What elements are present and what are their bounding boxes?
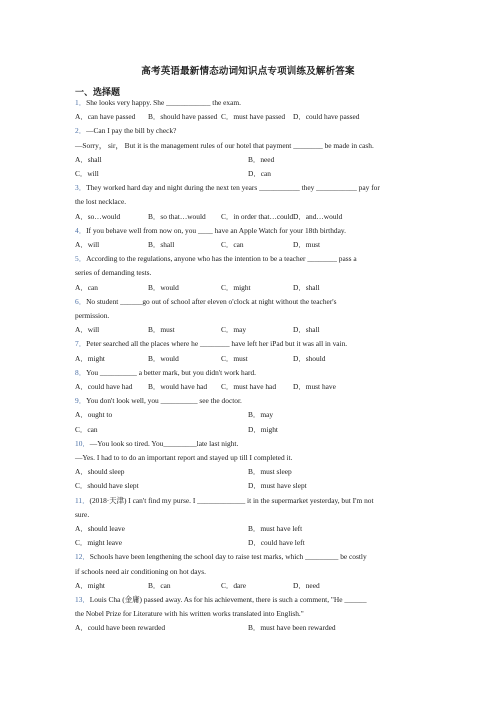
question-10-stem-line	[75, 453, 292, 462]
question-text: the Nobel Prize for Literature with his written works translated into English."	[75, 609, 304, 619]
question-6-option[interactable]: D．shall	[293, 325, 320, 335]
question-number: 7．	[75, 339, 87, 349]
question-7-stem-line	[75, 339, 347, 348]
question-4-option[interactable]: B．shall	[148, 240, 175, 249]
question-7-option[interactable]: C．must	[221, 353, 248, 363]
question-9-option[interactable]: B．may	[248, 410, 274, 420]
question-5-stem-line	[75, 268, 151, 277]
question-4-stem-line	[75, 226, 346, 235]
question-12-option[interactable]: D．need	[293, 580, 320, 590]
question-8-stem-line	[75, 368, 256, 377]
question-11-option[interactable]: D．could have left	[248, 538, 305, 548]
question-text: sure.	[75, 509, 90, 519]
question-5-option[interactable]: B．would	[148, 282, 179, 292]
question-1-stem-line	[75, 98, 241, 107]
question-text: Peter searched all the places where he ________ have left her iPad but it was all in vain.	[86, 339, 348, 349]
question-text: —Can I pay the bill by check?	[86, 126, 177, 136]
question-2-option[interactable]: C．will	[75, 169, 99, 178]
question-4-option[interactable]: A．will	[75, 240, 100, 249]
question-text: —You look so tired. You_________late last night.	[89, 438, 239, 448]
question-number: 12．	[75, 552, 90, 562]
question-3-stem-line	[75, 197, 126, 206]
question-9-option[interactable]: C．can	[75, 424, 98, 434]
question-7-option[interactable]: D．should	[293, 353, 326, 363]
question-number: 2．	[75, 126, 87, 136]
question-text: permission.	[75, 311, 110, 320]
question-text: She looks very happy. She ____________ the exam.	[86, 98, 242, 107]
question-1-option[interactable]: D．could have passed	[293, 112, 360, 122]
question-number: 11．	[75, 495, 90, 505]
question-number: 13．	[75, 595, 90, 604]
question-2-option[interactable]: A．shall	[75, 154, 102, 164]
question-8-option[interactable]: A．could have had	[75, 382, 133, 391]
question-2-stem-line	[75, 141, 374, 150]
question-text: If you behave well from now on, you ____ have an Apple Watch for your 18th birthday.	[86, 225, 346, 235]
question-12-option[interactable]: A．might	[75, 580, 105, 590]
question-13-stem-line	[75, 609, 304, 618]
question-10-option[interactable]: C．should have slept	[75, 481, 139, 491]
question-9-option[interactable]: D．might	[248, 424, 278, 434]
question-3-option[interactable]: D．and…would	[293, 211, 343, 221]
question-6-stem-line	[75, 311, 109, 320]
question-11-stem-line	[75, 510, 89, 519]
question-2-option[interactable]: B．need	[248, 154, 275, 164]
question-3-stem-line	[75, 183, 380, 192]
question-number: 9．	[75, 396, 87, 406]
question-number: 1．	[75, 98, 87, 107]
question-number: 3．	[75, 183, 87, 193]
question-8-option[interactable]: D．must have	[293, 382, 336, 391]
question-text: —Yes. I had to to do an important report and stayed up till I completed it.	[75, 453, 293, 462]
section-heading: 一、选择题	[75, 88, 121, 98]
question-number: 10．	[75, 438, 90, 448]
question-6-option[interactable]: B．must	[148, 325, 175, 335]
question-7-option[interactable]: B．would	[148, 353, 179, 363]
question-8-option[interactable]: B．would have had	[148, 382, 208, 391]
question-text: You __________ a better mark, but you didn't work hard.	[86, 367, 257, 377]
question-5-option[interactable]: A．can	[75, 282, 98, 292]
question-text: Louis Cha (金庸) passed away. As for his achievement, there is such a comment, "He ______	[89, 595, 367, 604]
question-6-stem-line	[75, 297, 336, 306]
question-text: series of demanding tests.	[75, 268, 152, 278]
question-10-option[interactable]: A．should sleep	[75, 467, 125, 477]
question-1-option[interactable]: C．must have passed	[221, 112, 286, 122]
page-title: 高考英语最新情态动词知识点专项训练及解析答案	[141, 66, 355, 77]
question-12-option[interactable]: B．can	[148, 580, 171, 590]
question-2-stem-line	[75, 126, 176, 135]
question-6-option[interactable]: A．will	[75, 325, 100, 335]
question-11-option[interactable]: A．should leave	[75, 524, 125, 533]
question-6-option[interactable]: C．may	[221, 325, 247, 335]
question-3-option[interactable]: A．so…would	[75, 211, 121, 221]
question-1-option[interactable]: A．can have passed	[75, 112, 136, 122]
question-number: 4．	[75, 225, 87, 235]
question-text: No student ______go out of school after eleven o'clock at night without the teacher's	[86, 296, 337, 306]
question-text: (2018·天津) I can't find my purse. I _____________ it in the supermarket yesterday, but I'm not	[89, 495, 374, 505]
question-10-option[interactable]: D．must have slept	[248, 481, 307, 491]
question-10-option[interactable]: B．must sleep	[248, 467, 292, 477]
question-4-option[interactable]: D．must	[293, 240, 321, 249]
question-number: 6．	[75, 296, 87, 306]
question-12-stem-line	[75, 567, 206, 576]
question-text: Schools have been lengthening the school day to raise test marks, which _________ be costly	[89, 552, 367, 562]
question-12-option[interactable]: C．dare	[221, 580, 247, 590]
question-13-stem-line	[75, 595, 367, 604]
question-3-option[interactable]: B．so that…would	[148, 211, 206, 221]
question-7-option[interactable]: A．might	[75, 353, 105, 363]
question-10-stem-line	[75, 439, 238, 448]
question-8-option[interactable]: C．must have had	[221, 382, 277, 391]
question-4-option[interactable]: C．can	[221, 240, 244, 249]
question-5-stem-line	[75, 254, 357, 263]
question-11-stem-line	[75, 496, 374, 505]
question-12-stem-line	[75, 552, 367, 561]
question-13-option[interactable]: B．must have been rewarded	[248, 623, 336, 633]
question-2-option[interactable]: D．can	[248, 169, 271, 178]
question-13-option[interactable]: A．could have been rewarded	[75, 623, 166, 633]
question-number: 5．	[75, 254, 87, 264]
question-5-option[interactable]: C．might	[221, 282, 251, 292]
question-text: the lost necklace.	[75, 197, 127, 207]
question-9-stem-line	[75, 396, 242, 405]
question-9-option[interactable]: A．ought to	[75, 410, 113, 420]
question-text: According to the regulations, anyone who has the intention to be a teacher ________ pass a	[86, 254, 357, 264]
question-text: They worked hard day and night during the next ten years ___________ they ___________ pay for	[86, 183, 380, 193]
question-5-option[interactable]: D．shall	[293, 282, 320, 292]
question-text: You don't look well, you __________ see the doctor.	[86, 396, 242, 406]
question-number: 8．	[75, 367, 87, 377]
question-text: if schools need air conditioning on hot days.	[75, 566, 206, 576]
question-1-option[interactable]: B．should have passed	[148, 112, 218, 122]
question-11-option[interactable]: C．might leave	[75, 538, 123, 548]
question-11-option[interactable]: B．must have left	[248, 524, 303, 533]
question-3-option[interactable]: C．in order that…could	[221, 211, 294, 221]
question-text: —Sorry， sir， But it is the management rules of our hotel that payment ________ be made in cash.	[75, 140, 374, 150]
